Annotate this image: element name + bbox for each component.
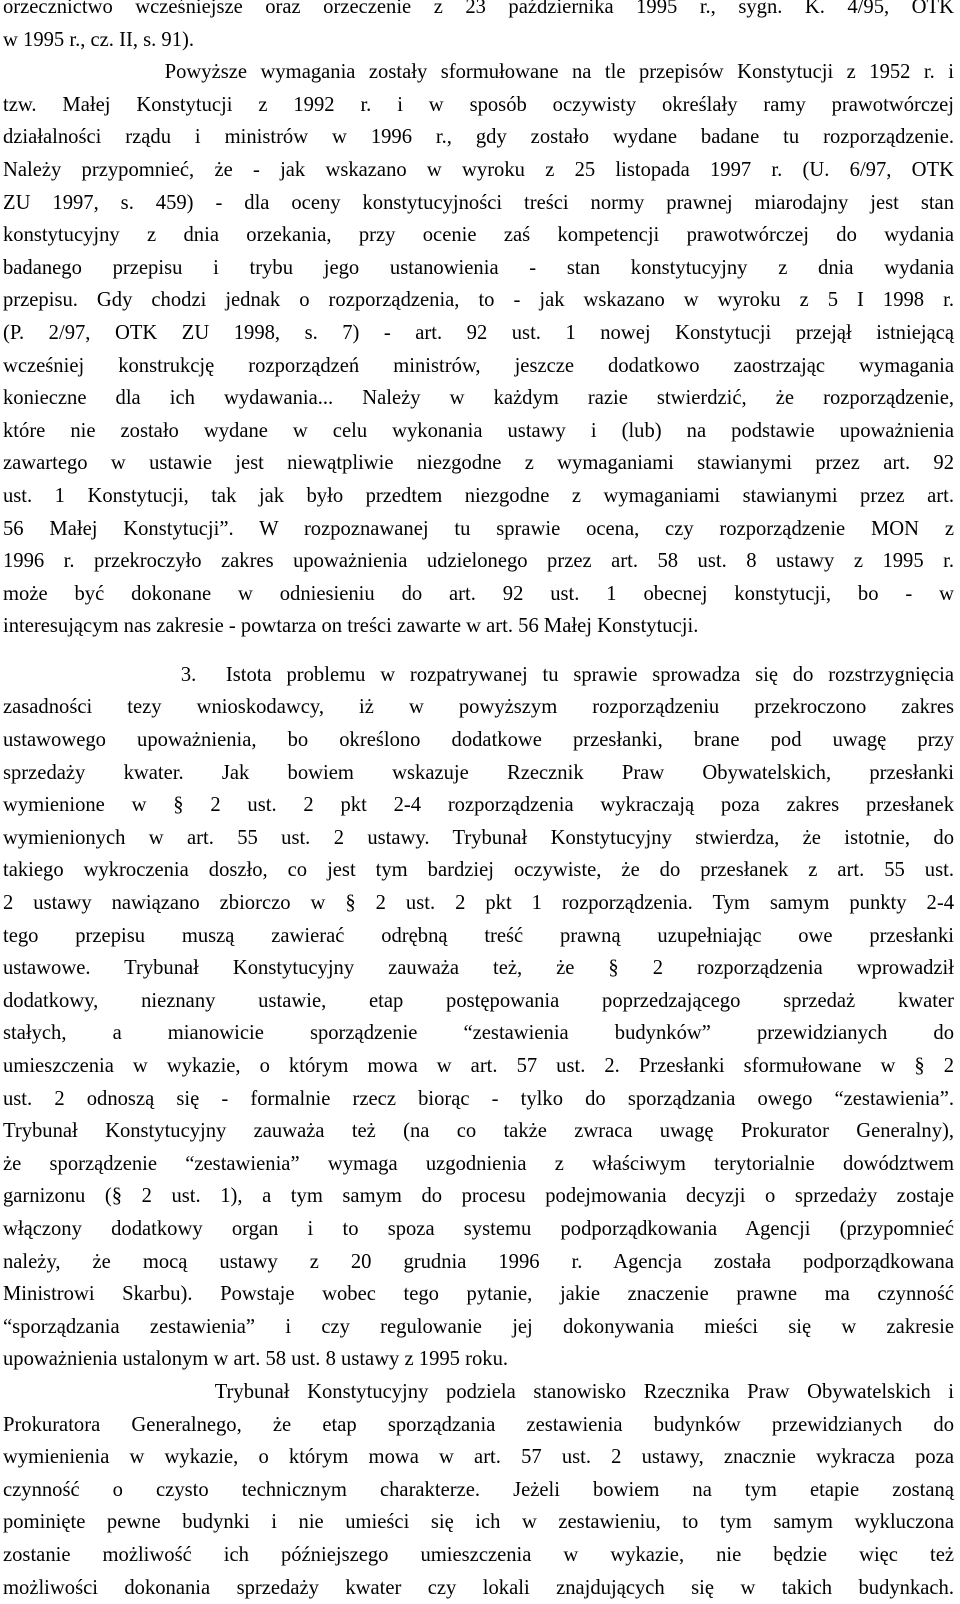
text-line: badanego przepisu i trybu jego ustanowienia - stan konstytucyjny z dnia wydania: [3, 252, 954, 285]
text-line: ustawowego upoważnienia, bo określono dodatkowe przesłanki, brane pod uwagę przy: [3, 724, 954, 757]
text-line: Trybunał Konstytucyjny podziela stanowisko Rzecznika Praw Obywatelskich i: [3, 1376, 954, 1409]
text-line: włączony dodatkowy organ i to spoza systemu podporządkowania Agencji (przypomnieć: [3, 1213, 954, 1246]
text-line: pominięte pewne budynki i nie umieści się ich w zestawieniu, to tym samym wykluczona: [3, 1506, 954, 1539]
text-line: może być dokonane w odniesieniu do art. 92 ust. 1 obecnej konstytucji, bo - w: [3, 578, 954, 611]
text-line: zostanie możliwość ich późniejszego umieszczenia w wykazie, nie będzie więc też: [3, 1539, 954, 1572]
document-body: [3, 0, 954, 1604]
text-line: dodatkowy, nieznany ustawie, etap postępowania poprzedzającego sprzedaż kwater: [3, 985, 954, 1018]
text-line: ust. 2 odnoszą się - formalnie rzecz biorąc - tylko do sporządzania owego “zestawienia”.: [3, 1083, 954, 1116]
text-line: konstytucyjny z dnia orzekania, przy ocenie zaś kompetencji prawotwórczej do wydania: [3, 219, 954, 252]
text-line: 3. Istota problemu w rozpatrywanej tu sprawie sprowadza się do rozstrzygnięcia: [3, 659, 954, 692]
text-line: wymienionych w art. 55 ust. 2 ustawy. Trybunał Konstytucyjny stwierdza, że istotnie, do: [3, 822, 954, 855]
text-line: że sporządzenie “zestawienia” wymaga uzgodnienia z właściwym terytorialnie dowództwem: [3, 1148, 954, 1181]
text-line: zawartego w ustawie jest niewątpliwie niezgodne z wymaganiami stawianymi przez art. 92: [3, 447, 954, 480]
text-line: wymienione w § 2 ust. 2 pkt 2-4 rozporządzenia wykraczają poza zakres przesłanek: [3, 789, 954, 822]
text-line: stałych, a mianowicie sporządzenie “zestawienia budynków” przewidzianych do: [3, 1017, 954, 1050]
text-line: upoważnienia ustalonym w art. 58 ust. 8 ustawy z 1995 roku.: [3, 1343, 954, 1376]
text-line: orzecznictwo wcześniejsze oraz orzeczenie z 23 października 1995 r., sygn. K. 4/95, OTK: [3, 0, 954, 24]
text-line: ustawowe. Trybunał Konstytucyjny zauważa też, że § 2 rozporządzenia wprowadził: [3, 952, 954, 985]
text-line: takiego wykroczenia doszło, co jest tym bardziej oczywiste, że do przesłanek z art. 55 ust.: [3, 854, 954, 887]
text-line: tego przepisu muszą zawierać odrębną treść prawną uzupełniając owe przesłanki: [3, 920, 954, 953]
paragraph-gap: [3, 643, 954, 659]
text-line: Ministrowi Skarbu). Powstaje wobec tego pytanie, jakie znaczenie prawne ma czynność: [3, 1278, 954, 1311]
text-line: tzw. Małej Konstytucji z 1992 r. i w sposób oczywisty określały ramy prawotwórczej: [3, 89, 954, 122]
text-line: konieczne dla ich wydawania... Należy w każdym razie stwierdzić, że rozporządzenie,: [3, 382, 954, 415]
text-line: ZU 1997, s. 459) - dla oceny konstytucyjności treści normy prawnej miarodajny jest stan: [3, 187, 954, 220]
text-line: umieszczenia w wykazie, o którym mowa w art. 57 ust. 2. Przesłanki sformułowane w § 2: [3, 1050, 954, 1083]
text-line: należy, że mocą ustawy z 20 grudnia 1996 r. Agencja została podporządkowana: [3, 1246, 954, 1279]
text-line: czynność o czysto technicznym charakterze. Jeżeli bowiem na tym etapie zostaną: [3, 1474, 954, 1507]
text-line: w 1995 r., cz. II, s. 91).: [3, 24, 954, 57]
text-line: “sporządzania zestawienia” i czy regulowanie jej dokonywania mieści się w zakresie: [3, 1311, 954, 1344]
text-line: zasadności tezy wnioskodawcy, iż w powyższym rozporządzeniu przekroczono zakres: [3, 691, 954, 724]
text-line: Trybunał Konstytucyjny zauważa też (na co także zwraca uwagę Prokurator Generalny),: [3, 1115, 954, 1148]
text-line: 1996 r. przekroczyło zakres upoważnienia udzielonego przez art. 58 ust. 8 ustawy z 1995 r.: [3, 545, 954, 578]
text-line: wymienienia w wykazie, o którym mowa w art. 57 ust. 2 ustawy, znacznie wykracza poza: [3, 1441, 954, 1474]
text-line: Należy przypomnieć, że - jak wskazano w wyroku z 25 listopada 1997 r. (U. 6/97, OTK: [3, 154, 954, 187]
text-line: które nie zostało wydane w celu wykonania ustawy i (lub) na podstawie upoważnienia: [3, 415, 954, 448]
text-line: ust. 1 Konstytucji, tak jak było przedtem niezgodne z wymaganiami stawianymi przez art.: [3, 480, 954, 513]
text-line: 56 Małej Konstytucji”. W rozpoznawanej tu sprawie ocena, czy rozporządzenie MON z: [3, 513, 954, 546]
text-line: wcześniej konstrukcję rozporządzeń ministrów, jeszcze dodatkowo zaostrzając wymagania: [3, 350, 954, 383]
text-line: sprzedaży kwater. Jak bowiem wskazuje Rzecznik Praw Obywatelskich, przesłanki: [3, 757, 954, 790]
text-line: Prokuratora Generalnego, że etap sporządzania zestawienia budynków przewidzianych do: [3, 1409, 954, 1442]
text-line: garnizonu (§ 2 ust. 1), a tym samym do procesu podejmowania decyzji o sprzedaży zostaje: [3, 1180, 954, 1213]
text-line: interesującym nas zakresie - powtarza on treści zawarte w art. 56 Małej Konstytucji.: [3, 610, 954, 643]
text-line: możliwości dokonania sprzedaży kwater czy lokali znajdujących się w takich budynkach.: [3, 1572, 954, 1604]
text-line: przepisu. Gdy chodzi jednak o rozporządzenia, to - jak wskazano w wyroku z 5 I 1998 r.: [3, 284, 954, 317]
text-line: działalności rządu i ministrów w 1996 r., gdy zostało wydane badane tu rozporządzenie.: [3, 121, 954, 154]
text-line: 2 ustawy nawiązano zbiorczo w § 2 ust. 2 pkt 1 rozporządzenia. Tym samym punkty 2-4: [3, 887, 954, 920]
text-line: Powyższe wymagania zostały sformułowane na tle przepisów Konstytucji z 1952 r. i: [3, 56, 954, 89]
text-line: (P. 2/97, OTK ZU 1998, s. 7) - art. 92 ust. 1 nowej Konstytucji przejął istniejącą: [3, 317, 954, 350]
